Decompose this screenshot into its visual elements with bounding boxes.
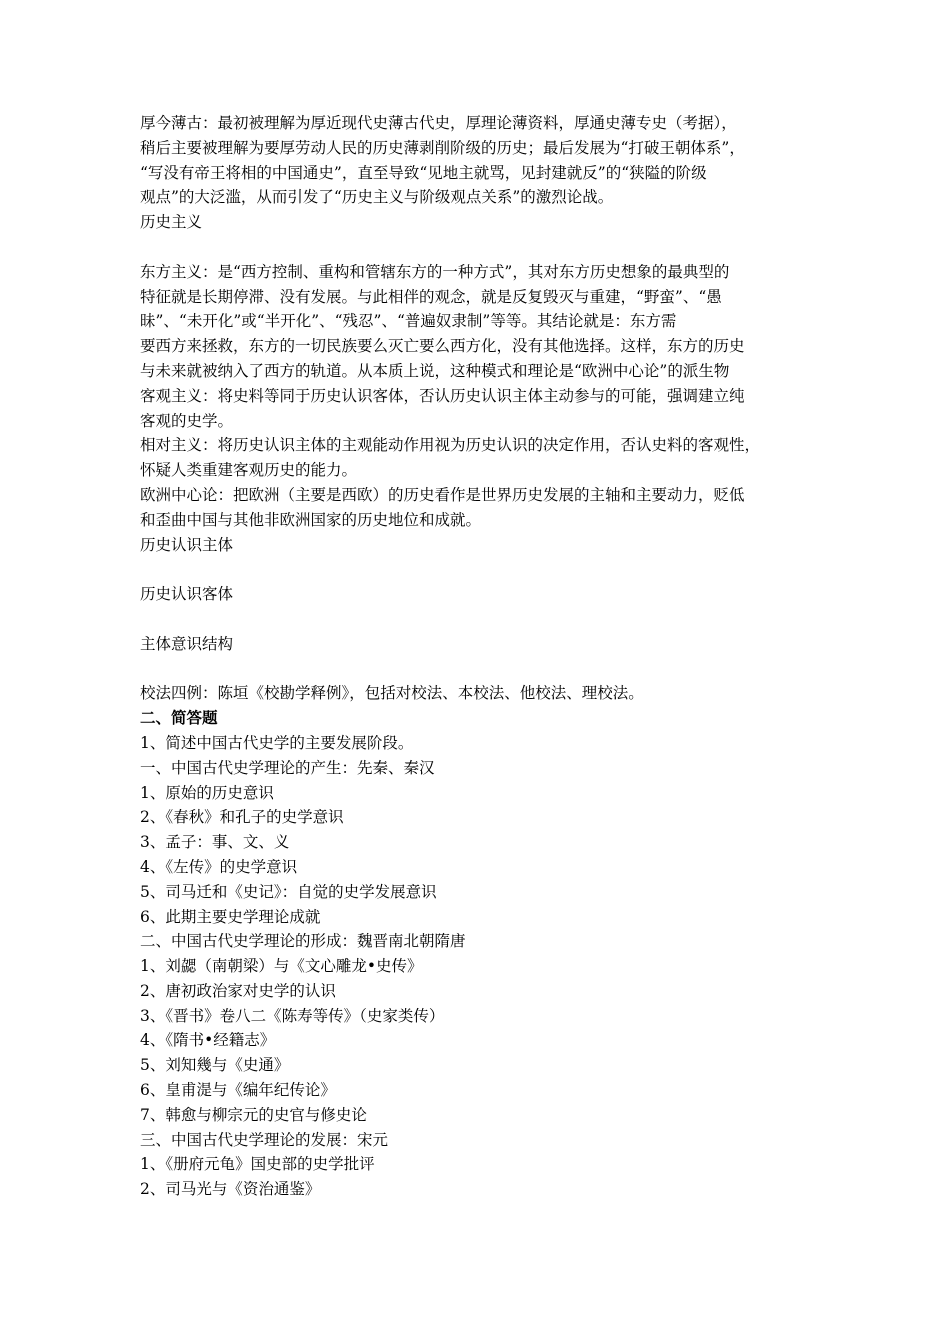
text-line: 1、刘勰（南朝梁）与《文心雕龙•史传》: [140, 957, 423, 976]
text-line: 怀疑人类重建客观历史的能力。: [140, 461, 358, 480]
text-line: 观点”的大泛滥，从而引发了“历史主义与阶级观点关系”的激烈论战。: [140, 188, 614, 207]
text-line: 2、唐初政治家对史学的认识: [140, 981, 336, 1000]
text-line: 6、皇甫湜与《编年纪传论》: [140, 1081, 336, 1100]
paragraph: [140, 681, 840, 706]
paragraph: [140, 756, 840, 781]
text-line: 7、韩愈与柳宗元的史官与修史论: [140, 1105, 367, 1124]
text-line: 昧”、“未开化”或“半开化”、“残忍”、“普遍奴隶制”等等。其结论就是：东方需: [140, 312, 677, 331]
paragraph: [140, 210, 840, 235]
paragraph: [140, 1177, 840, 1202]
text-line: 3、《晋书》卷八二《陈寿等传》（史家类传）: [140, 1006, 445, 1025]
blank-line: [140, 235, 840, 260]
blank-line: [140, 657, 840, 682]
text-line: 2、司马光与《资治通鉴》: [140, 1180, 321, 1199]
text-line: 校法四例：陈垣《校勘学释例》，包括对校法、本校法、他校法、理校法。: [140, 684, 644, 703]
section-heading: 二、简答题: [140, 708, 218, 728]
text-line: 欧洲中心论：把欧洲（主要是西欧）的历史看作是世界历史发展的主轴和主要动力，贬低: [140, 485, 745, 504]
paragraph: [140, 1078, 840, 1103]
paragraph: [140, 582, 840, 607]
paragraph: [140, 979, 840, 1004]
text-line: 1、简述中国古代史学的主要发展阶段。: [140, 733, 414, 752]
paragraph: [140, 1103, 840, 1128]
paragraph: [140, 929, 840, 954]
blank-line: [140, 607, 840, 632]
paragraph: [140, 880, 840, 905]
paragraph: [140, 905, 840, 930]
paragraph: [140, 260, 840, 384]
paragraph: [140, 855, 840, 880]
paragraph: [140, 731, 840, 756]
paragraph: [140, 1128, 840, 1153]
paragraph: [140, 483, 840, 533]
text-line: 要西方来拯救，东方的一切民族要么灭亡要么西方化，没有其他选择。这样，东方的历史: [140, 337, 745, 356]
paragraph: [140, 706, 840, 731]
paragraph: [140, 1028, 840, 1053]
text-line: 东方主义：是“西方控制、重构和管辖东方的一种方式”，其对东方历史想象的最典型的: [140, 262, 730, 281]
paragraph: [140, 1053, 840, 1078]
paragraph: [140, 805, 840, 830]
paragraph: [140, 384, 840, 434]
text-line: 主体意识结构: [140, 634, 234, 653]
text-line: 6、此期主要史学理论成就: [140, 907, 321, 926]
text-line: 客观的史学。: [140, 411, 234, 430]
paragraph: [140, 632, 840, 657]
text-line: “写没有帝王将相的中国通史”，直至导致“见地主就骂，见封建就反”的“狭隘的阶级: [140, 163, 707, 182]
text-line: 历史认识主体: [140, 535, 234, 554]
text-line: 与未来就被纳入了西方的轨道。从本质上说，这种模式和理论是“欧洲中心论”的派生物: [140, 361, 730, 380]
text-line: 5、司马迁和《史记》：自觉的史学发展意识: [140, 882, 437, 901]
text-line: 4、《隋书•经籍志》: [140, 1031, 276, 1050]
text-line: 三、中国古代史学理论的发展：宋元: [140, 1130, 389, 1149]
document-body: [140, 111, 840, 1202]
text-line: 5、刘知幾与《史通》: [140, 1056, 290, 1075]
text-line: 历史认识客体: [140, 585, 234, 604]
paragraph: [140, 111, 840, 210]
paragraph: [140, 533, 840, 558]
paragraph: [140, 1004, 840, 1029]
text-line: 2、《春秋》和孔子的史学意识: [140, 808, 344, 827]
text-line: 客观主义：将史料等同于历史认识客体，否认历史认识主体主动参与的可能，强调建立纯: [140, 386, 745, 405]
paragraph: [140, 954, 840, 979]
text-line: 稍后主要被理解为要厚劳动人民的历史薄剥削阶级的历史；最后发展为“打破王朝体系”，: [140, 138, 745, 157]
text-line: 历史主义: [140, 213, 203, 232]
text-line: 1、《册府元龟》国史部的史学批评: [140, 1155, 375, 1174]
text-line: 厚今薄古：最初被理解为厚近现代史薄古代史，厚理论薄资料，厚通史薄专史（考据），: [140, 114, 737, 132]
text-line: 4、《左传》的史学意识: [140, 857, 298, 876]
paragraph: [140, 781, 840, 806]
paragraph: [140, 1152, 840, 1177]
text-line: 一、中国古代史学理论的产生：先秦、秦汉: [140, 758, 435, 777]
text-line: 特征就是长期停滞、没有发展。与此相伴的观念，就是反复毁灭与重建，“野蛮”、“愚: [140, 287, 722, 306]
text-line: 1、原始的历史意识: [140, 783, 274, 802]
paragraph: [140, 830, 840, 855]
text-line: 和歪曲中国与其他非欧洲国家的历史地位和成就。: [140, 510, 482, 529]
text-line: 相对主义：将历史认识主体的主观能动作用视为历史认识的决定作用，否认史料的客观性，: [140, 436, 761, 455]
text-line: 二、中国古代史学理论的形成：魏晋南北朝隋唐: [140, 932, 466, 951]
text-line: 3、孟子：事、文、义: [140, 833, 290, 852]
blank-line: [140, 557, 840, 582]
paragraph: [140, 433, 840, 483]
